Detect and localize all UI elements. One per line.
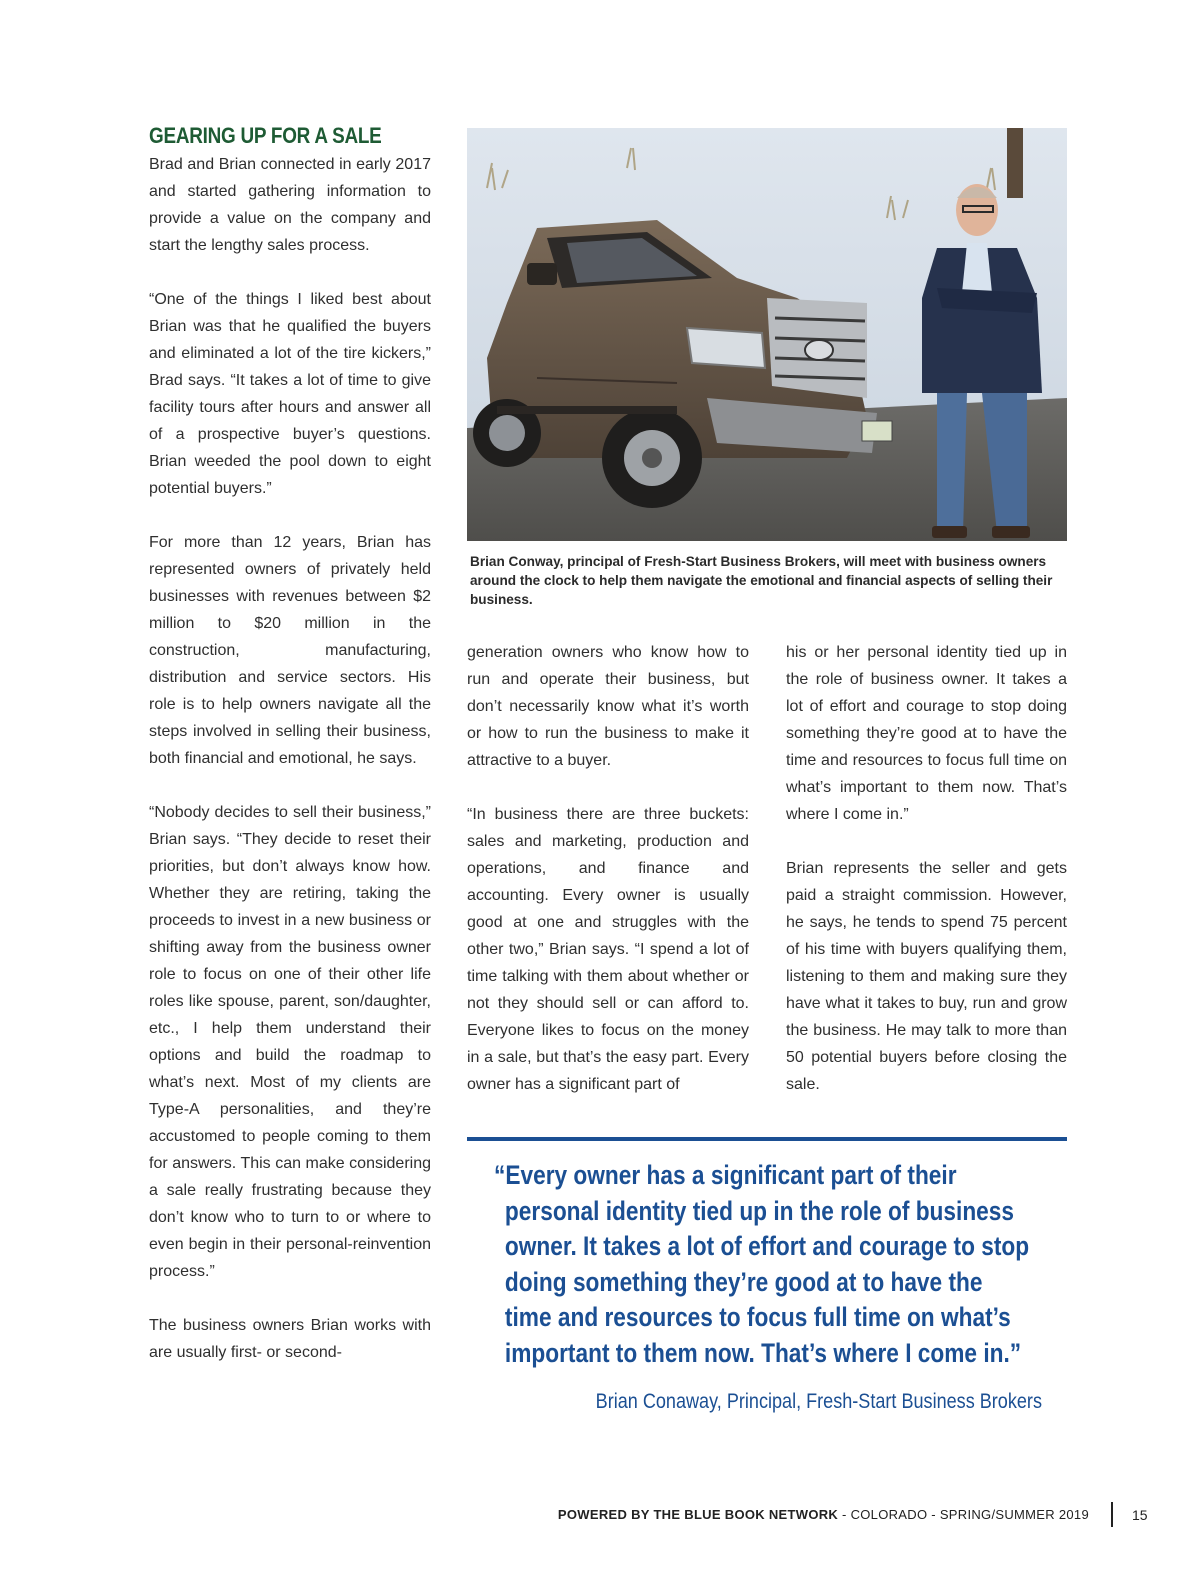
- pull-quote-line: time and resources to focus full time on what’s: [504, 1302, 1011, 1332]
- left-column-text: [149, 151, 431, 1366]
- paragraph: “One of the things I liked best about Brian was that he qualified the buyers and eliminated a lot of the tire kickers,” Brad says. “It takes a lot of time to give facility tours after hours and answer all of a prospective buyer’s questions. Brian weeded the pool down to eight potential buyers.”: [149, 291, 431, 497]
- paragraph: generation owners who know how to run and operate their business, but don’t necessarily know what it’s worth or how to run the business to make it attractive to a buyer.: [467, 644, 749, 769]
- footer-divider: [1111, 1502, 1113, 1527]
- footer-edition: - COLORADO - SPRING/SUMMER 2019: [838, 1507, 1089, 1522]
- paragraph: Brian represents the seller and gets paid a straight commission. However, he says, he tends to spend 75 percent of his time with buyers qualifying them, listening to them and making sure they have what it takes to buy, run and grow the business. He may talk to more than 50 potential buyers before closing the sale.: [786, 860, 1067, 1093]
- pull-quote-line: doing something they’re good at to have the: [504, 1266, 983, 1297]
- pull-quote-line: owner. It takes a lot of effort and courage to stop: [504, 1231, 1030, 1261]
- right-column: [786, 639, 1067, 1125]
- pull-quote-line: “Every owner has a significant part of their: [494, 1160, 957, 1190]
- middle-column: [467, 639, 749, 1125]
- pull-quote-rule: [467, 1137, 1067, 1141]
- paragraph: “In business there are three buckets: sales and marketing, production and operations, and finance and accounting. Every owner is usually good at one and struggles with the other two,” Brian says. “I spend a lot of time talking with them about whether or not they should sell or can afford to. Everyone likes to focus on the money in a sale, but that’s the easy part. Every owner has a significant part of: [467, 806, 749, 1093]
- page-number: 15: [1132, 1507, 1148, 1523]
- truck-and-person-illustration: [467, 128, 1067, 541]
- section-heading: GEARING UP FOR A SALE: [149, 123, 382, 148]
- photo-caption: Brian Conway, principal of Fresh-Start Business Brokers, will meet with business owners around the clock to help them navigate the emotional and financial aspects of selling their business.: [470, 554, 1053, 607]
- left-column: [149, 121, 431, 1393]
- footer-publication: POWERED BY THE BLUE BOOK NETWORK: [557, 1507, 839, 1522]
- article-photo: [467, 128, 1067, 541]
- pull-quote-line: important to them now. That’s where I come in.”: [504, 1337, 1022, 1368]
- paragraph: “Nobody decides to sell their business,” Brian says. “They decide to reset their priorities, but don’t always know how. Whether they are retiring, taking the proceeds to invest in a new business or shifting away from the business owner role to focus on one of their other life roles like spouse, parent, son/daughter, etc., I help them understand their options and build the roadmap to what’s next. Most of my clients are Type-A personalities, and they’re accustomed to people coming to them for answers. This can make considering a sale really frustrating because they don’t know who to turn to or where to even begin in their personal-reinvention process.”: [149, 804, 431, 1280]
- page-footer: [558, 1507, 1089, 1522]
- paragraph: The business owners Brian works with are usually first- or second-: [149, 1317, 431, 1361]
- paragraph: Brad and Brian connected in early 2017 and started gathering information to provide a value on the company and start the lengthy sales process.: [149, 156, 431, 254]
- pull-quote-line: personal identity tied up in the role of business: [504, 1195, 1015, 1226]
- pull-quote: [494, 1158, 1074, 1371]
- paragraph: For more than 12 years, Brian has represented owners of privately held businesses with revenues between $2 million to $20 million in the construction, manufacturing, distribution and service sectors. His role is to help owners navigate all the steps involved in selling their business, both financial and emotional, he says.: [149, 534, 431, 767]
- paragraph: his or her personal identity tied up in the role of business owner. It takes a lot of effort and courage to stop doing something they’re good at to have the time and resources to focus full time on what’s important to them now. That’s where I come in.”: [786, 644, 1067, 823]
- pull-quote-attribution: Brian Conaway, Principal, Fresh-Start Business Brokers: [595, 1390, 1042, 1413]
